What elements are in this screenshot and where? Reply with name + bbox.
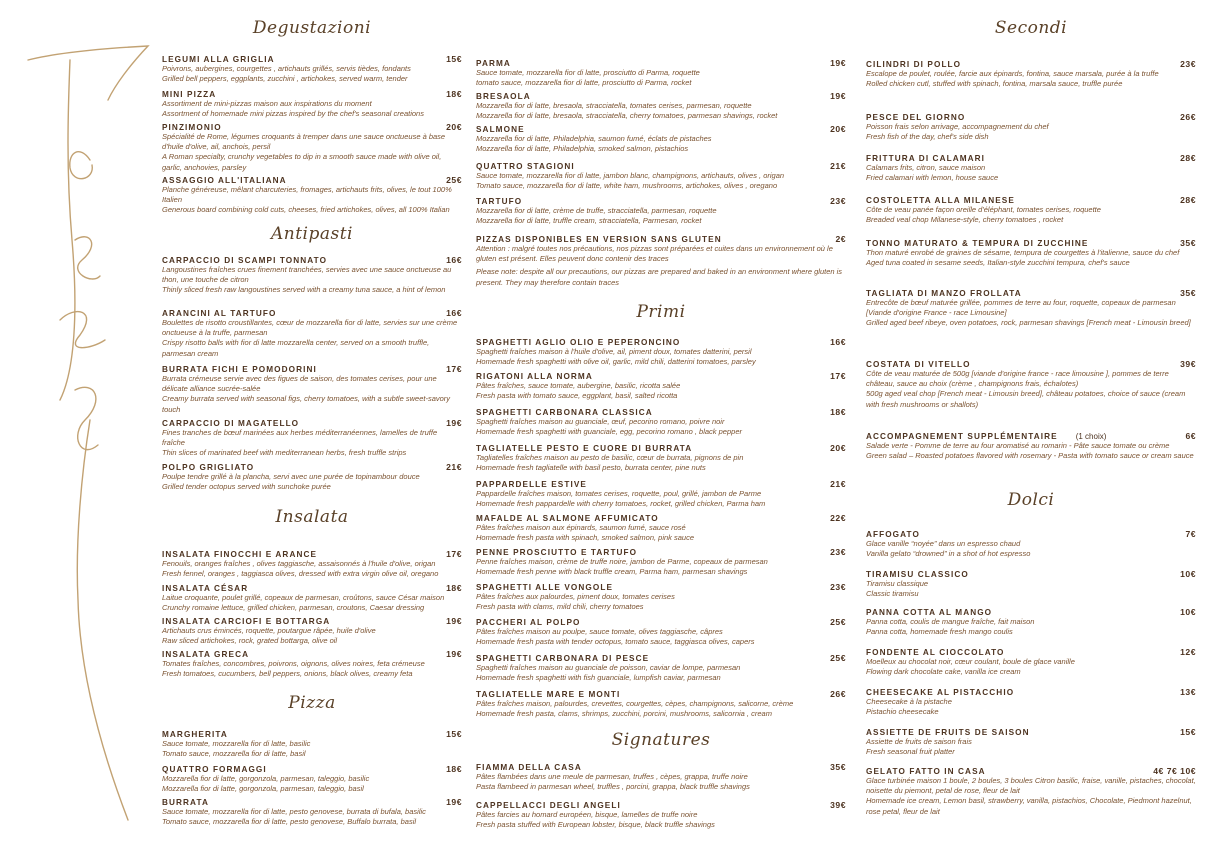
item-price: 21€	[830, 479, 846, 489]
item-desc-fr: Mozzarella fior di latte, gorgonzola, parmesan, taleggio, basilic	[162, 774, 370, 783]
item-desc-en: Homemade fresh spaghetti with olive oil, garlic, mild chili, datterini tomatoes, parsley	[476, 357, 756, 367]
section-title-degustazioni: Degustazioni	[252, 18, 372, 38]
menu-item	[866, 647, 1196, 677]
item-desc-fr: Mozzarella fior di latte, Philadelphia, saumon fumé, éclats de pistaches	[476, 134, 712, 143]
item-desc-en: Crispy risotto balls with fior di latte mozzarella center, served on a smooth truffle, parmesan cream	[162, 338, 430, 358]
menu-item	[162, 308, 462, 359]
menu-item	[866, 112, 1196, 142]
item-price: 18€	[446, 583, 462, 593]
item-desc-en: Breaded veal chop Milanese-style, cherry tomatoes , rocket	[866, 215, 1064, 225]
item-name: PENNE PROSCIUTTO E TARTUFO	[476, 548, 638, 557]
item-price: 16€	[446, 255, 462, 265]
item-name: GELATO FATTO IN CASA	[866, 767, 986, 776]
item-desc-en: Panna cotta, homemade fresh mango coulis	[866, 627, 1013, 637]
section-title-secondi: Secondi	[994, 18, 1068, 38]
item-price: 16€	[830, 337, 846, 347]
item-price: 19€	[446, 797, 462, 807]
menu-item	[476, 689, 846, 719]
item-name: TONNO MATURATO & TEMPURA DI ZUCCHINE	[866, 239, 1089, 248]
item-name: QUATTRO FORMAGGI	[162, 765, 267, 774]
item-desc-fr: Laitue croquante, poulet grillé, copeaux de parmesan, croûtons, sauce César maison	[162, 593, 445, 602]
item-price: 21€	[446, 462, 462, 472]
item-desc-en: Pasta flambeed in parmesan wheel, truffles , porcini, grappa, black truffle shavings	[476, 782, 750, 792]
item-name: MARGHERITA	[162, 730, 228, 739]
item-desc-en: Mozzarella fior di latte, bresaola, stracciatella, cherry tomatoes, parmesan shavings, rocket	[476, 111, 778, 121]
item-desc-en: Crunchy romaine lettuce, grilled chicken, parmesan, croutons, Caesar dressing	[162, 603, 425, 613]
item-name: FONDENTE AL CIOCCOLATO	[866, 648, 1005, 657]
item-name: TAGLIATELLE MARE E MONTI	[476, 690, 621, 699]
item-name: PARMA	[476, 59, 511, 68]
menu-item	[476, 371, 846, 401]
item-price: 26€	[830, 689, 846, 699]
item-desc-en: tomato sauce, mozzarella fior di latte, prosciutto di Parma, rocket	[476, 78, 692, 88]
item-desc-fr: Entrecôte de bœuf maturée grillée, pommes de terre au four, roquette, copeaux de parmesan [Viande d'origine France - race Limousine]	[866, 298, 1176, 318]
item-name: MAFALDE AL SALMONE AFFUMICATO	[476, 514, 659, 523]
item-desc-en: Assortment of homemade mini pizzas inspired by the chef's seasonal creations	[162, 109, 424, 119]
item-price: 22€	[830, 513, 846, 523]
item-name: AFFOGATO	[866, 530, 920, 539]
item-desc-fr: Sauce tomate, mozzarella fior di latte, basilic	[162, 739, 311, 748]
item-desc-en: Grilled tender octopus served with sunchoke purée	[162, 482, 331, 492]
item-name: SPAGHETTI AGLIO OLIO E PEPERONCINO	[476, 338, 681, 347]
menu-item	[866, 195, 1196, 225]
item-desc-en: Fried calamari with lemon, house sauce	[866, 173, 999, 183]
item-desc-en: 500g aged veal chop [French meat - Limousin breed], château potatoes, choice of sauce (cream with fresh mushrooms or shallots)	[866, 389, 1186, 409]
item-name: INSALATA GRECA	[162, 650, 250, 659]
item-price: 13€	[1180, 687, 1196, 697]
item-desc-fr: Pâtes fraîches maison aux épinards, saumon fumé, sauce rosé	[476, 523, 686, 532]
item-desc-en: Mozzarella fior di latte, gorgonzola, parmesan, taleggio, basil	[162, 784, 364, 794]
item-price: 19€	[830, 58, 846, 68]
item-desc-fr: Planche généreuse, mêlant charcuteries, fromages, artichauts frits, olives, le tout 100% Italien	[162, 185, 452, 205]
item-price: 25€	[830, 617, 846, 627]
item-name: BURRATA	[162, 798, 209, 807]
item-price: 26€	[1180, 112, 1196, 122]
menu-item	[866, 766, 1196, 817]
menu-item	[866, 288, 1196, 329]
menu-item	[476, 124, 846, 154]
item-desc-fr: Pâtes farcies au homard européen, bisque, lamelles de truffe noire	[476, 810, 698, 819]
item-price: 39€	[830, 800, 846, 810]
item-desc-fr: Panna cotta, coulis de mangue fraîche, fait maison	[866, 617, 1035, 626]
menu-item	[476, 617, 846, 647]
item-price: 19€	[446, 649, 462, 659]
item-name: ARANCINI AL TARTUFO	[162, 309, 277, 318]
item-desc-fr: Spaghetti fraîches maison au guanciale, œuf, pecorino romano, poivre noir	[476, 417, 725, 426]
menu-item	[476, 762, 846, 792]
item-desc-en: Homemade fresh spaghetti with guanciale, egg, pecorino romano , black pepper	[476, 427, 742, 437]
item-desc-en: Homemade ice cream, Lemon basil, strawberry, vanilla, pistachios, Chocolate, Piedmont hazelnut, rose petal, fleur de lait	[866, 796, 1192, 816]
item-name: INSALATA FINOCCHI E ARANCE	[162, 550, 318, 559]
item-desc-en: Fresh pasta with clams, mild chili, cherry tomatoes	[476, 602, 644, 612]
menu-item	[866, 238, 1196, 268]
item-price: 2€	[835, 234, 846, 244]
item-desc-en: Homemade fresh pasta with spinach, smoked salmon, pink sauce	[476, 533, 695, 543]
item-desc-en: A Roman specialty, crunchy vegetables to dip in a smooth sauce made with olive oil, garlic, anchovies, parsley	[162, 152, 442, 172]
section-title-signatures: Signatures	[611, 730, 711, 750]
item-price: 25€	[446, 175, 462, 185]
menu-item	[162, 89, 462, 119]
item-desc-en: Tomato sauce, mozzarella fior di latte, white ham, mushrooms, artichokes, olives , oregano	[476, 181, 778, 191]
item-name: PINZIMONIO	[162, 123, 222, 132]
item-desc-fr: Assiette de fruits de saison frais	[866, 737, 972, 746]
menu-item	[162, 255, 462, 296]
item-price: 15€	[446, 54, 462, 64]
item-price: 7€	[1185, 529, 1196, 539]
item-desc-fr: Tiramisu classique	[866, 579, 929, 588]
item-desc-fr: Penne fraîches maison, crème de truffe noire, jambon de Parme, copeaux de parmesan	[476, 557, 768, 566]
item-desc-en: Tomato sauce, mozzarella fior di latte, pesto genovese, Buffalo burrata, basil	[162, 817, 417, 827]
menu-item	[162, 122, 462, 173]
item-desc-fr: Fenouils, oranges fraîches , olives taggiasche, assaisonnés à l'huile d'olive, origan	[162, 559, 436, 568]
item-price: 15€	[1180, 727, 1196, 737]
menu-item	[476, 582, 846, 612]
item-price: 17€	[830, 371, 846, 381]
item-name: MINI PIZZA	[162, 90, 217, 99]
section-title-insalata: Insalata	[275, 507, 349, 527]
menu-item	[476, 547, 846, 577]
item-name: CHEESECAKE AL PISTACCHIO	[866, 688, 1015, 697]
item-price: 15€	[446, 729, 462, 739]
item-desc-fr: Côte de veau panée façon oreille d'éléphant, tomates cerises, roquette	[866, 205, 1101, 214]
item-name: ASSIETTE DE FRUITS DE SAISON	[866, 728, 1030, 737]
item-desc-fr: Poisson frais selon arrivage, accompagnement du chef	[866, 122, 1049, 131]
item-name: PAPPARDELLE ESTIVE	[476, 480, 587, 489]
item-desc-fr: Tagliatelles fraîches maison au pesto de basilic, cœur de burrata, pignons de pin	[476, 453, 744, 462]
item-price: 28€	[1180, 195, 1196, 205]
menu-item	[866, 153, 1196, 183]
item-desc-fr: Calamars frits, citron, sauce maison	[866, 163, 986, 172]
item-name: PIZZAS DISPONIBLES EN VERSION SANS GLUTEN	[476, 235, 722, 244]
item-name: LEGUMI ALLA GRIGLIA	[162, 55, 275, 64]
menu-item	[476, 337, 846, 367]
item-desc-en: Pistachio cheesecake	[866, 707, 939, 717]
item-price: 23€	[830, 547, 846, 557]
menu-item	[476, 407, 846, 437]
item-desc-fr: Poivrons, aubergines, courgettes , artichauts grillés, servis tièdes, fondants	[162, 64, 411, 73]
item-name: COSTATA DI VITELLO	[866, 360, 971, 369]
item-price: 20€	[830, 124, 846, 134]
item-price: 23€	[1180, 59, 1196, 69]
item-price: 25€	[830, 653, 846, 663]
item-desc-fr: Pâtes fraîches maison, palourdes, crevettes, courgettes, cèpes, champignons, salicorne, crème	[476, 699, 794, 708]
menu-item	[162, 364, 462, 415]
menu-item	[476, 443, 846, 473]
item-desc-en: Homemade fresh pasta with tender octopus, tomato sauce, taggiasca olives, capers	[476, 637, 755, 647]
item-desc-en: Flowing dark chocolate cake, vanilla ice cream	[866, 667, 1021, 677]
item-price: 35€	[1180, 288, 1196, 298]
menu-item	[866, 529, 1196, 559]
section-title-dolci: Dolci	[1007, 490, 1055, 510]
item-note: (1 choix)	[1075, 432, 1107, 441]
item-desc-en: Fresh pasta stuffed with European lobster, bisque, black truffle shavings	[476, 820, 715, 830]
item-price: 17€	[446, 364, 462, 374]
item-desc-en: Fresh seasonal fruit platter	[866, 747, 955, 757]
item-desc-en: Thinly sliced fresh raw langoustines served with a creamy tuna sauce, a hint of lemon	[162, 285, 446, 295]
menu-item	[866, 359, 1196, 410]
item-desc-fr: Côte de veau maturée de 500g [viande d'origine france - race limousine ], pommes de terre château, sauce au choix (crème , champignons frais, échalotes)	[866, 369, 1169, 389]
item-name: CAPPELLACCI DEGLI ANGELI	[476, 801, 621, 810]
menu-item	[162, 616, 462, 646]
item-desc-fr: Pâtes fraîches aux palourdes, piment doux, tomates cerises	[476, 592, 675, 601]
item-desc-fr: Spaghetti fraîches maison à l'huile d'olive, ail, piment doux, tomates datterini, persil	[476, 347, 752, 356]
menu-item	[162, 549, 462, 579]
item-price: 4€ 7€ 10€	[1153, 766, 1196, 776]
item-price: 20€	[830, 443, 846, 453]
item-desc-fr: Artichauts crus émincés, roquette, poutargue râpée, huile d'olive	[162, 626, 376, 635]
item-price: 23€	[830, 196, 846, 206]
item-name: CILINDRI DI POLLO	[866, 60, 962, 69]
menu-item	[476, 479, 846, 509]
item-desc-fr: Spécialité de Rome, légumes croquants à tremper dans une sauce onctueuse à base d'huile d'olive, ail, anchois, persil	[162, 132, 446, 152]
menu-item	[476, 653, 846, 683]
item-name: SPAGHETTI CARBONARA CLASSICA	[476, 408, 653, 417]
item-desc-en: Fresh fennel, oranges , taggiasca olives, dressed with extra virgin olive oil, oregano	[162, 569, 439, 579]
item-name: TIRAMISU CLASSICO	[866, 570, 969, 579]
menu-item	[476, 513, 846, 543]
item-name: SPAGHETTI CARBONARA DI PESCE	[476, 654, 650, 663]
item-price: 35€	[830, 762, 846, 772]
item-name: PESCE DEL GIORNO	[866, 113, 966, 122]
item-desc-en: Tomato sauce, mozzarella fior di latte, basil	[162, 749, 306, 759]
menu-item	[162, 583, 462, 613]
item-price: 28€	[1180, 153, 1196, 163]
item-name: RIGATONI ALLA NORMA	[476, 372, 593, 381]
item-desc-fr: Boulettes de risotto croustillantes, cœur de mozzarella fior di latte, servies sur une crème onctueuse à la truffe, parmesan	[162, 318, 458, 338]
item-desc-fr: Tomates fraîches, concombres, poivrons, oignons, olives noires, feta crémeuse	[162, 659, 425, 668]
item-desc-en: Homemade fresh pasta, clams, shrimps, zucchini, porcini, mushrooms, salicornia , cream	[476, 709, 772, 719]
item-name	[866, 432, 1106, 441]
item-desc-en: Homemade fresh pappardelle with cherry tomatoes, rocket, grilled chicken, Parma ham	[476, 499, 766, 509]
item-desc-en: Green salad – Roasted potatoes flavored with rosemary - Pasta with tomato sauce or cream sauce	[866, 451, 1194, 461]
menu-item	[162, 462, 462, 492]
item-desc-fr: Mozzarella fior di latte, bresaola, stracciatella, tomates cerises, parmesan, roquette	[476, 101, 752, 110]
item-desc-en: Fresh pasta with tomato sauce, eggplant, basil, salted ricotta	[476, 391, 678, 401]
item-price: 21€	[830, 161, 846, 171]
menu-item	[162, 764, 462, 794]
menu-item	[162, 54, 462, 84]
item-price: 12€	[1180, 647, 1196, 657]
item-price: 19€	[830, 91, 846, 101]
item-price: 18€	[446, 764, 462, 774]
section-title-primi: Primi	[636, 302, 686, 322]
menu-item	[162, 729, 462, 759]
section-title-antipasti: Antipasti	[270, 224, 353, 244]
menu-item	[162, 797, 462, 827]
item-name: BRESAOLA	[476, 92, 531, 101]
item-desc-en: Fresh tomatoes, cucumbers, bell peppers, onions, black olives, creamy feta	[162, 669, 413, 679]
item-name: TARTUFO	[476, 197, 523, 206]
item-desc-fr: Langoustines fraîches crues finement tranchées, servies avec une sauce onctueuse au thon, une touche de citron	[162, 265, 452, 285]
item-price: 35€	[1180, 238, 1196, 248]
terzo-logo	[20, 40, 165, 830]
item-desc-fr: Pappardelle fraîches maison, tomates cerises, roquette, poul, grillé, jambon de Parme	[476, 489, 762, 498]
item-desc-fr: Escalope de poulet, roulée, farcie aux épinards, fontina, sauce marsala, purée à la truffe	[866, 69, 1159, 78]
item-name: SALMONE	[476, 125, 525, 134]
item-name: PACCHERI AL POLPO	[476, 618, 581, 627]
item-desc-fr: Attention : malgré toutes nos précautions, nos pizzas sont préparées et cuites dans un environnement où le gluten est présent. Elles peuvent donc contenir des traces	[476, 244, 833, 264]
menu-item	[476, 58, 846, 88]
item-desc-en: Raw sliced artichokes, rock, grated bottarga, olive oil	[162, 636, 338, 646]
item-price: 20€	[446, 122, 462, 132]
item-desc-en: Grilled aged beef ribeye, oven potatoes, rock, parmesan shavings [French meat - Limousin breed]	[866, 318, 1191, 328]
item-desc-fr: Fines tranches de bœuf marinées aux herbes méditerranéennes, lamelles de truffe fraîche	[162, 428, 438, 448]
item-name: SPAGHETTI ALLE VONGOLE	[476, 583, 614, 592]
item-desc-fr: Assortiment de mini-pizzas maison aux inspirations du moment	[162, 99, 372, 108]
item-name: CARPACCIO DI MAGATELLO	[162, 419, 300, 428]
item-desc-fr: Poulpe tendre grillé à la plancha, servi avec une purée de topinambour douce	[162, 472, 420, 481]
item-name-text: ACCOMPAGNEMENT SUPPLÉMENTAIRE	[866, 432, 1058, 441]
item-desc-fr: Pâtes fraîches maison au poulpe, sauce tomate, olives taggiasche, câpres	[476, 627, 723, 636]
menu-item	[162, 418, 462, 459]
item-desc-en: Generous board combining cold cuts, cheeses, fried artichokes, olives, all 100% Italian	[162, 205, 450, 215]
item-desc-en: Creamy burrata served with seasonal figs, cherry tomatoes, with a subtle sweet-savory touch	[162, 394, 451, 414]
item-desc-en: Homemade fresh tagliatelle with basil pesto, burrata center, pine nuts	[476, 463, 706, 473]
item-desc-fr: Burrata crémeuse servie avec des figues de saison, des tomates cerises, pour une délicate alliance sucrée-salée	[162, 374, 437, 394]
item-price: 19€	[446, 616, 462, 626]
item-desc-fr: Pâtes flambées dans une meule de parmesan, truffes , cèpes, grappa, truffe noire	[476, 772, 748, 781]
item-price: 16€	[446, 308, 462, 318]
item-price: 18€	[446, 89, 462, 99]
item-desc-fr: Moelleux au chocolat noir, cœur coulant, boule de glace vanille	[866, 657, 1075, 666]
item-price: 17€	[446, 549, 462, 559]
item-name: POLPO GRIGLIATO	[162, 463, 255, 472]
item-desc-fr: Sauce tomate, mozzarella fior di latte, pesto genovese, burrata di bufala, basilic	[162, 807, 426, 816]
item-name: FIAMMA DELLA CASA	[476, 763, 582, 772]
menu-item	[162, 649, 462, 679]
item-desc-fr: Thon maturé enrobé de graines de sésame, tempura de courgettes à l'italienne, sauce du chef	[866, 248, 1180, 257]
item-desc-fr: Salade verte - Pomme de terre au four aromatisé au romarin - Pâte sauce tomate ou crème	[866, 441, 1170, 450]
section-title-pizza: Pizza	[288, 693, 336, 713]
item-desc-en: Fresh fish of the day, chef's side dish	[866, 132, 989, 142]
menu-item	[476, 91, 846, 121]
item-name: ASSAGGIO ALL'ITALIANA	[162, 176, 287, 185]
menu-item	[866, 431, 1196, 461]
item-desc-en: Mozzarella fior di latte, truffle cream, stracciatella, Parmesan, rocket	[476, 216, 702, 226]
item-desc-en: Thin slices of marinated beef with mediterranean herbs, fresh truffle strips	[162, 448, 407, 458]
menu-item	[866, 607, 1196, 637]
item-price: 10€	[1180, 607, 1196, 617]
item-desc-en: Grilled bell peppers, eggplants, zucchini , artichokes, served warm, tender	[162, 74, 408, 84]
item-desc-fr: Sauce tomate, mozzarella fior di latte, jambon blanc, champignons, artichauts, olives , origan	[476, 171, 785, 180]
item-name: INSALATA CÉSAR	[162, 584, 249, 593]
menu-item	[476, 196, 846, 226]
item-desc-en: Mozzarella fior di latte, Philadelphia, smoked salmon, pistachios	[476, 144, 689, 154]
item-desc-fr: Glace turbinée maison 1 boule, 2 boules, 3 boules Citron basilic, fraise, vanille, pistaches, chocolat, noisette du piemont, petal de rose, fleur de lait	[866, 776, 1196, 796]
item-desc-en: Please note: despite all our precautions, our pizzas are prepared and baked in an environment where gluten is present. They may therefore contain traces	[476, 267, 843, 287]
item-name: CARPACCIO DI SCAMPI TONNATO	[162, 256, 328, 265]
item-name: FRITTURA DI CALAMARI	[866, 154, 986, 163]
item-desc-fr: Glace vanille “noyée” dans un espresso chaud	[866, 539, 1021, 548]
item-desc-en: Aged tuna coated in sesame seeds, Italian-style zucchini tempura, chef's sauce	[866, 258, 1130, 268]
menu-item	[476, 161, 846, 191]
item-name: TAGLIATA DI MANZO FROLLATA	[866, 289, 1022, 298]
gluten-free-note	[476, 234, 846, 288]
item-price: 10€	[1180, 569, 1196, 579]
item-desc-en: Rolled chicken cutl, stuffed with spinach, fontina, marsala sauce, truffle purée	[866, 79, 1123, 89]
item-desc-en: Homemade fresh penne with black truffle cream, Parma ham, parmesan shavings	[476, 567, 748, 577]
item-price: 23€	[830, 582, 846, 592]
item-name: QUATTRO STAGIONI	[476, 162, 575, 171]
menu-item	[162, 175, 462, 216]
menu-item	[476, 800, 846, 830]
item-desc-en: Vanilla gelato “drowned” in a shot of hot espresso	[866, 549, 1031, 559]
item-desc-en: Homemade fresh spaghetti with fish guanciale, lumpfish caviar, parmesan	[476, 673, 721, 683]
item-desc-fr: Pâtes fraîches, sauce tomate, aubergine, basilic, ricotta salée	[476, 381, 681, 390]
item-desc-fr: Cheesecake à la pistache	[866, 697, 952, 706]
item-price: 39€	[1180, 359, 1196, 369]
item-desc-fr: Spaghetti fraîches maison au guanciale de poisson, caviar de lompe, parmesan	[476, 663, 741, 672]
item-name: INSALATA CARCIOFI E BOTTARGA	[162, 617, 331, 626]
item-price: 19€	[446, 418, 462, 428]
menu-item	[866, 687, 1196, 717]
item-name: COSTOLETTA ALLA MILANESE	[866, 196, 1015, 205]
item-price: 18€	[830, 407, 846, 417]
item-price: 6€	[1185, 431, 1196, 441]
item-desc-en: Classic tiramisu	[866, 589, 919, 599]
item-desc-fr: Mozzarella fior di latte, crème de truffe, stracciatella, parmesan, roquette	[476, 206, 717, 215]
item-name: TAGLIATELLE PESTO E CUORE DI BURRATA	[476, 444, 693, 453]
item-name: PANNA COTTA AL MANGO	[866, 608, 993, 617]
item-desc-fr: Sauce tomate, mozzarella fior di latte, prosciutto di Parma, roquette	[476, 68, 700, 77]
item-name: BURRATA FICHI E POMODORINI	[162, 365, 317, 374]
menu-item	[866, 727, 1196, 757]
menu-item	[866, 59, 1196, 89]
menu-item	[866, 569, 1196, 599]
